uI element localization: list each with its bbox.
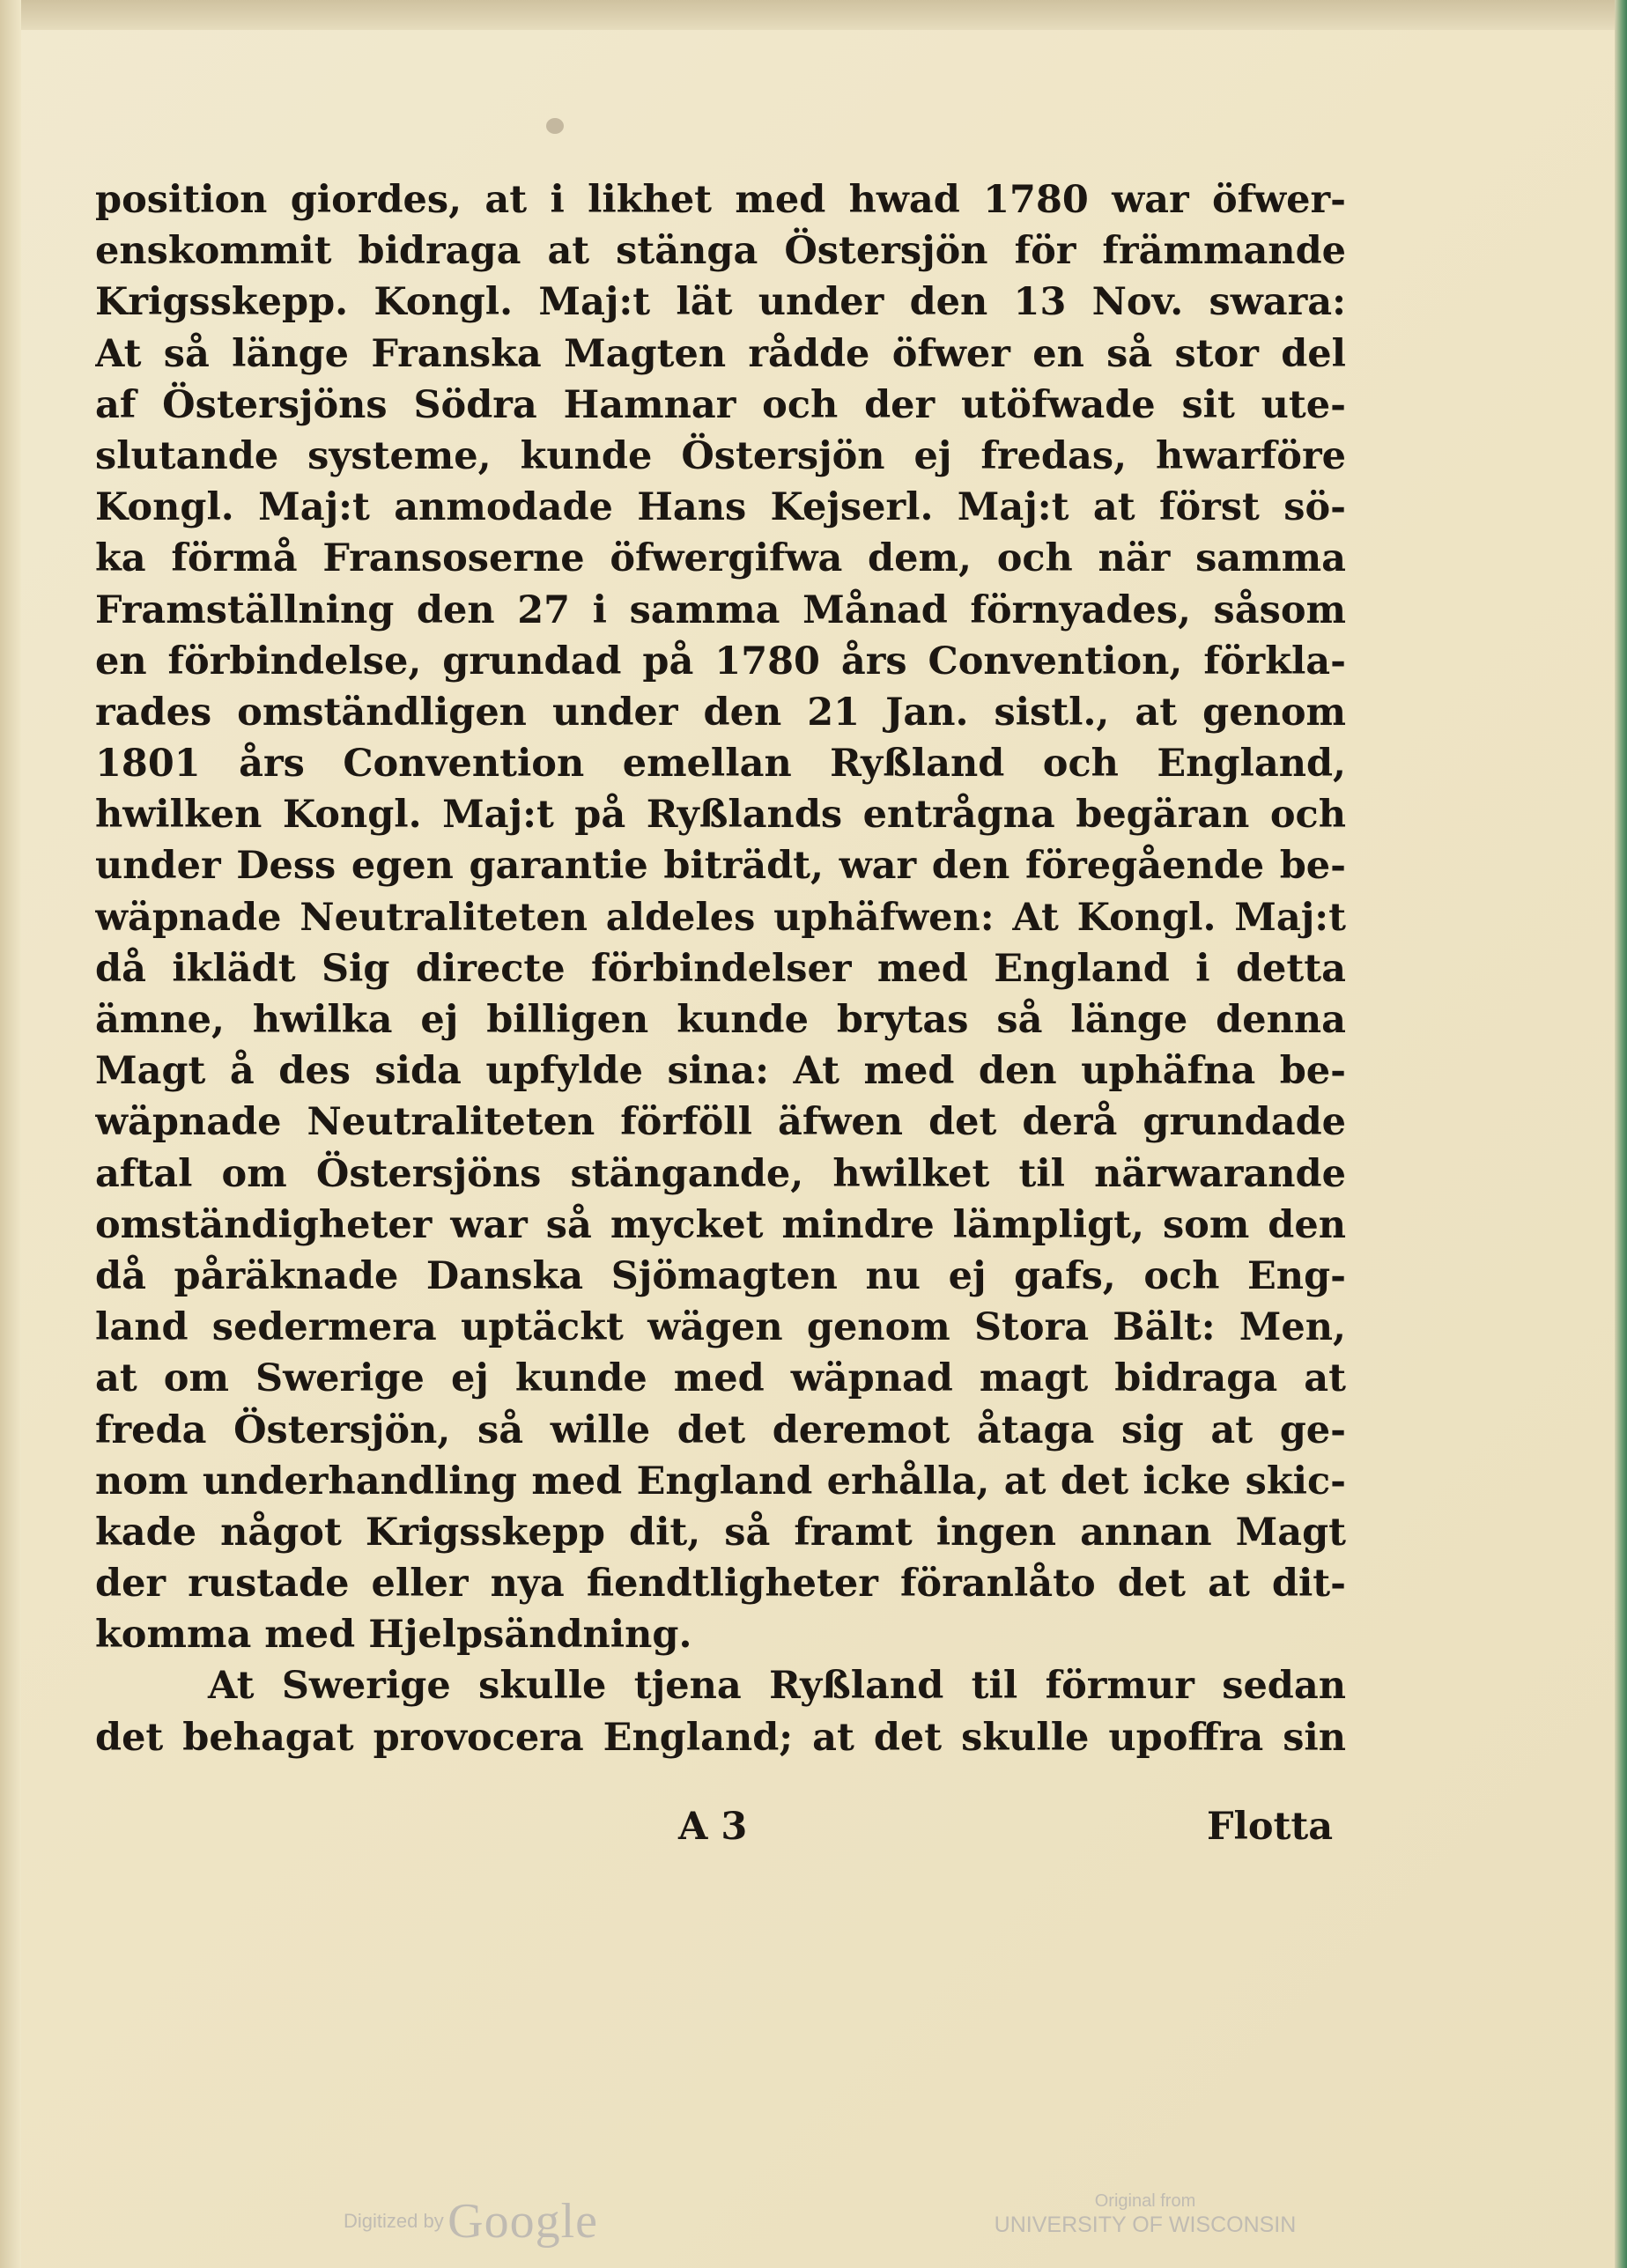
text-line: Kongl. Maj:t anmodade Hans Kejserl. Maj:t at först sö- — [95, 485, 1346, 530]
text-line: en förbindelse, grundad på 1780 års Convention, förkla- — [95, 639, 1346, 683]
text-line: af Östersjöns Södra Hamnar och der utöfwade sit ute- — [95, 382, 1346, 427]
text-line: omständigheter war så mycket mindre lämpligt, som den — [95, 1202, 1346, 1247]
text-line: rades omständligen under den 21 Jan. sistl., at genom — [95, 690, 1346, 735]
paragraph-2-first-line: At Swerige skulle tjena Ryßland til förmur sedan — [208, 1664, 1346, 1709]
text-line: då iklädt Sig directe förbindelser med England i detta — [95, 946, 1346, 991]
text-line: land sedermera uptäckt wägen genom Stora Bält: Men, — [95, 1305, 1346, 1350]
text-line: Framställning den 27 i samma Månad förnyades, såsom — [95, 587, 1346, 632]
text-line: Magt å des sida upfylde sina: At med den uphäfna be- — [95, 1049, 1346, 1094]
text-line: det behagat provocera England; at det skulle upoffra sin — [95, 1715, 1346, 1760]
text-line: hwilken Kongl. Maj:t på Ryßlands entrågna begäran och — [95, 793, 1346, 838]
text-line: wäpnade Neutraliteten aldeles uphäfwen: At Kongl. Maj:t — [95, 895, 1346, 940]
text-line: 1801 års Convention emellan Ryßland och England, — [95, 742, 1346, 787]
text-line: slutande systeme, kunde Östersjön ej fredas, hwarföre — [95, 433, 1346, 478]
page-top-gutter — [0, 0, 1627, 30]
text-line: wäpnade Neutraliteten förföll äfwen det derå grundade — [95, 1100, 1346, 1145]
google-logo: Google — [447, 2194, 599, 2249]
digitized-by-watermark — [344, 2193, 598, 2250]
text-line: ämne, hwilka ej billigen kunde brytas så länge denna — [95, 998, 1346, 1042]
body-text — [95, 174, 1346, 1763]
signature-mark: A 3 — [678, 1805, 748, 1849]
text-line: At så länge Franska Magten rådde öfwer en så stor del — [95, 331, 1346, 376]
original-from-watermark — [987, 2190, 1304, 2238]
text-line: kade något Krigsskepp dit, så framt ingen annan Magt — [95, 1510, 1346, 1555]
page-right-edge — [1615, 0, 1627, 2268]
page-footer — [678, 1801, 1348, 1852]
text-line: nom underhandling med England erhålla, at det icke skic- — [95, 1459, 1346, 1503]
text-line: enskommit bidraga at stänga Östersjön för främmande — [95, 229, 1346, 274]
catchword: Flotta — [1207, 1805, 1334, 1849]
page-left-edge — [0, 0, 21, 2268]
text-line: at om Swerige ej kunde med wäpnad magt bidraga at — [95, 1356, 1346, 1401]
text-line: under Dess egen garantie biträdt, war den föregående be- — [95, 844, 1346, 889]
ink-spot — [546, 118, 564, 134]
original-from-label: Original from — [1094, 2191, 1196, 2211]
text-line: position giordes, at i likhet med hwad 1780 war öfwer- — [95, 178, 1346, 222]
text-line: der rustade eller nya fiendtligheter föranlåto det at dit- — [95, 1562, 1346, 1607]
text-line: då påräknade Danska Sjömagten nu ej gafs, och Eng- — [95, 1253, 1346, 1298]
text-line: aftal om Östersjöns stängande, hwilket til närwarande — [95, 1151, 1346, 1196]
text-line: ka förmå Fransoserne öfwergifwa dem, och när samma — [95, 536, 1346, 581]
digitized-by-label: Digitized by — [344, 2210, 444, 2232]
text-line-paragraph-end: komma med Hjelpsändning. — [95, 1613, 692, 1658]
text-line: Krigsskepp. Kongl. Maj:t lät under den 13 Nov. swara: — [95, 280, 1346, 325]
institution-name: UNIVERSITY OF WISCONSIN — [994, 2213, 1297, 2237]
text-line: freda Östersjön, så wille det deremot åtaga sig at ge- — [95, 1407, 1346, 1452]
